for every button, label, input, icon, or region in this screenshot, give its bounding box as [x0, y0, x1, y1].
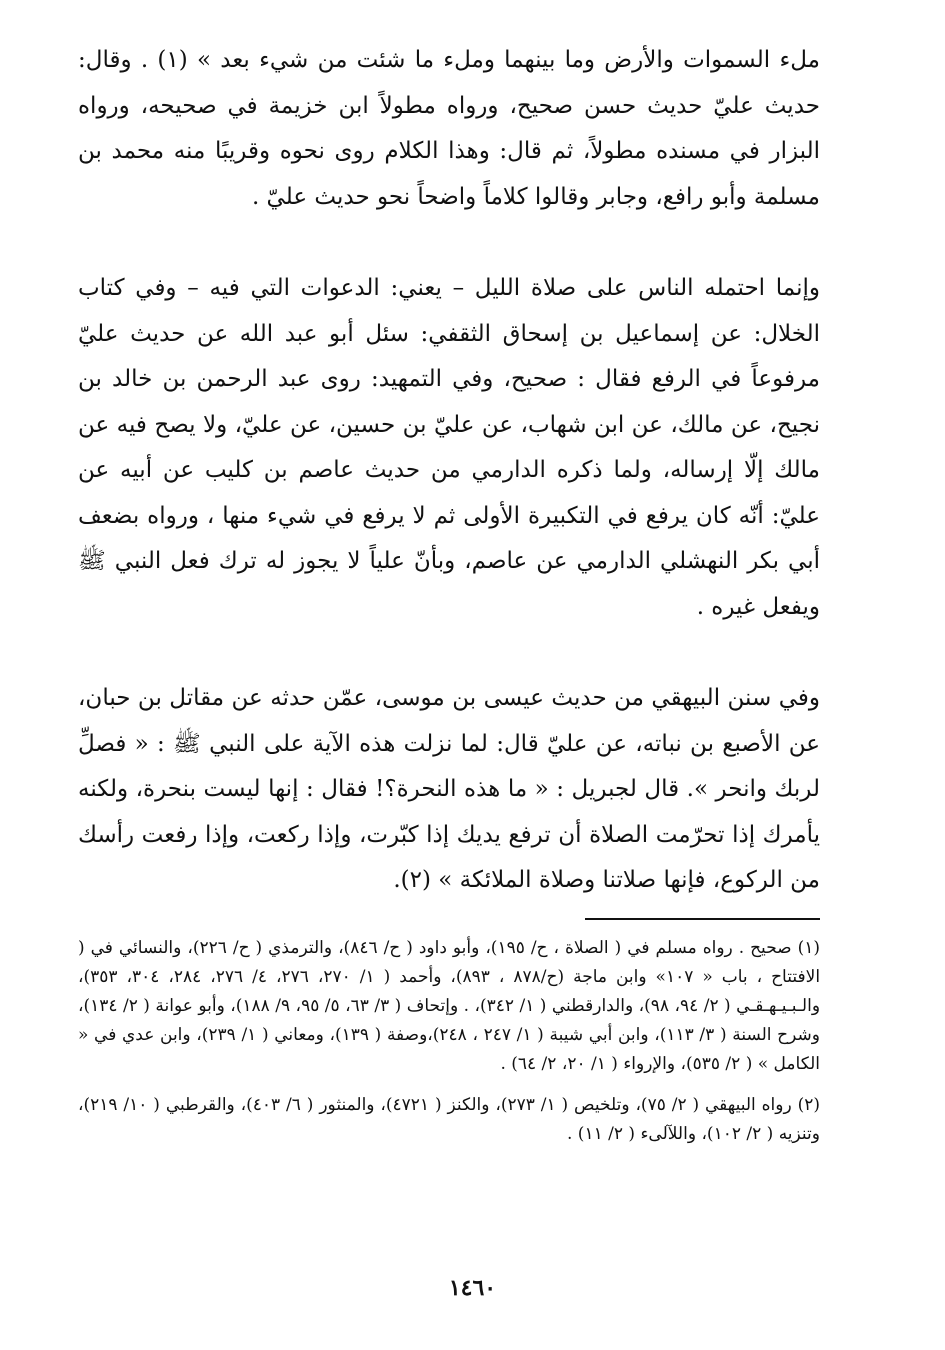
page-body — [78, 38, 820, 1328]
paragraph-1: ملء السموات والأرض وما بينهما وملء ما شئت من شيء بعد » (١) . وقال: حديث عليّ حديث حسن صحيح، ورواه مطولاً ابن خزيمة في صحيحه، ورواه البزار في مسنده مطولاً، ثم قال: وهذا الكلام روى نحوه وقريبًا منه محمد بن مسلمة وأبو رافع، وجابر وقالوا كلاماً واضحاً نحو حديث عليّ . — [78, 47, 820, 210]
paragraph-3: وفي سنن البيهقي من حديث عيسى بن موسى، عمّن حدثه عن مقاتل بن حبان، عن الأصبع بن نباته، عن عليّ قال: لما نزلت هذه الآية على النبي ﷺ : « فصلِّ لربك وانحر ». قال لجبريل : « ما هذه النحرة؟! فقال : إنها ليست بنحرة، ولكنه يأمرك إذا تحرّمت الصلاة أن ترفع يديك إذا كبّرت، وإذا ركعت، وإذا رفعت رأسك من الركوع، فإنها صلاتنا وصلاة الملائكة » (٢). — [78, 685, 820, 893]
footnotes — [78, 934, 820, 1149]
page-number: ١٤٦٠ — [448, 1275, 497, 1301]
footnote-1: (١) صحيح . رواه مسلم في ( الصلاة ، ح/ ١٩٥)، وأبو داود ( ح/ ٨٤٦)، والترمذي ( ح/ ٢٢٦)، والنسائي في ( الافتتاح ، باب « ١٠٧» وابن ماجة (ح/٨٧٨ ، ٨٩٣)، وأحمد ( ١/ ٢٧٠، ٢٧٦، ٤/ ٢٧٦، ٢٨٤، ٣٠٤، ٣٥٣)، والـبـيـهـقـي ( ٢/ ٩٤، ٩٨)، والدارقطني ( ١/ ٣٤٢)، . وإتحاف ( ٣/ ٦٣، ٥/ ٩٥، ٩/ ١٨٨)، وأبو عوانة ( ٢/ ١٣٤)، وشرح السنة ( ٣/ ١١٣)، وابن أبي شيبة ( ١/ ٢٤٧ ، ٢٤٨)،وصفة ( ١٣٩)، ومعاني ( ١/ ٢٣٩)، وابن عدي في « الكامل » ( ٢/ ٥٣٥)، والإرواء ( ١/ ٢٠، ٢/ ٦٤) . — [78, 937, 821, 1074]
paragraph-2: وإنما احتمله الناس على صلاة الليل – يعني: الدعوات التي فيه – وفي كتاب الخلال: عن إسماعيل بن إسحاق الثقفي: سئل أبو عبد الله عن حديث عليّ مرفوعاً في الرفع فقال : صحيح، وفي التمهيد: روى عبد الرحمن بن خالد بن نجيح، عن مالك، عن ابن شهاب، عن عليّ بن حسين، عن عليّ، ولا يصح فيه عن مالك إلّا إرساله، ولما ذكره الدارمي من حديث عاصم بن كليب عن أبيه عن عليّ: أنّه كان يرفع في التكبيرة الأولى ثم لا يرفع في شيء منها ، ورواه بضعف أبي بكر النهشلي الدارمي عن عاصم، وبأنّ علياً لا يجوز له ترك فعل النبي ﷺ ويفعل غيره . — [78, 275, 820, 620]
footnote-2: (٢) رواه البيهقي ( ٢/ ٧٥)، وتلخيص ( ١/ ٢٧٣)، والكنز ( ٤٧٢١)، والمنثور ( ٦/ ٤٠٣)، والقرطبي ( ١٠/ ٢١٩)، وتنزيه ( ٢/ ١٠٢)، واللآلىء ( ٢/ ١١) . — [78, 1094, 820, 1144]
footnote-divider — [585, 918, 820, 920]
